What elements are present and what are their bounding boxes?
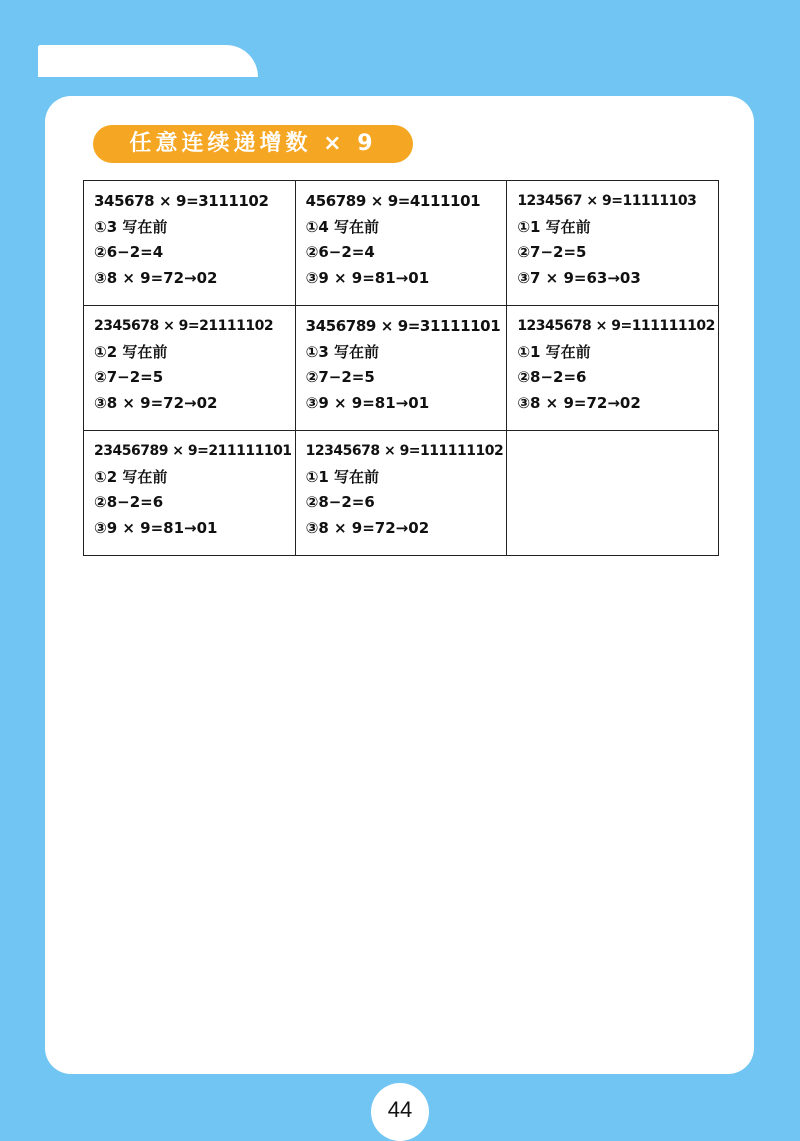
- table-row: [84, 431, 719, 556]
- equation: 23456789 × 9=211111101: [94, 443, 292, 459]
- formula-cell: [84, 306, 296, 431]
- top-tab-decoration: [38, 45, 258, 77]
- table-row: [84, 306, 719, 431]
- step-2: ②7−2=5: [517, 243, 587, 261]
- step-1: ①1 写在前: [305, 467, 380, 486]
- page-card: [45, 96, 754, 1074]
- step-2: ②6−2=4: [305, 243, 375, 261]
- formula-cell: [84, 431, 296, 556]
- step-3: ③9 × 9=81→01: [305, 268, 430, 287]
- formula-cell: [295, 431, 507, 556]
- step-2: ②8−2=6: [517, 368, 587, 386]
- step-2: ②7−2=5: [305, 368, 375, 386]
- page-number: 44: [371, 1083, 429, 1141]
- equation: 3456789 × 9=31111101: [305, 317, 501, 335]
- step-2: ②7−2=5: [94, 368, 164, 386]
- formula-table: [83, 180, 719, 556]
- step-2: ②6−2=4: [94, 243, 164, 261]
- step-3: ③9 × 9=81→01: [305, 393, 430, 412]
- empty-cell: [507, 431, 719, 556]
- step-1: ①1 写在前: [517, 342, 591, 361]
- step-3: ③8 × 9=72→02: [517, 393, 641, 412]
- formula-cell: [295, 181, 507, 306]
- section-title: 任意连续递增数 × 9: [93, 125, 413, 163]
- step-3: ③8 × 9=72→02: [305, 518, 430, 537]
- equation: 2345678 × 9=21111102: [94, 318, 274, 334]
- step-3: ③8 × 9=72→02: [94, 268, 218, 287]
- step-1: ①1 写在前: [517, 217, 591, 236]
- formula-cell: [507, 181, 719, 306]
- equation: 1234567 × 9=11111103: [517, 193, 697, 209]
- step-1: ①3 写在前: [305, 342, 380, 361]
- step-1: ①2 写在前: [94, 342, 168, 361]
- equation: 12345678 × 9=111111102: [517, 318, 715, 334]
- step-1: ①3 写在前: [94, 217, 168, 236]
- step-1: ①4 写在前: [305, 217, 380, 236]
- formula-cell: [84, 181, 296, 306]
- step-3: ③7 × 9=63→03: [517, 268, 641, 287]
- formula-cell: [295, 306, 507, 431]
- step-3: ③8 × 9=72→02: [94, 393, 218, 412]
- formula-cell: [507, 306, 719, 431]
- step-2: ②8−2=6: [94, 493, 164, 511]
- step-3: ③9 × 9=81→01: [94, 518, 218, 537]
- equation: 456789 × 9=4111101: [305, 192, 481, 210]
- step-2: ②8−2=6: [305, 493, 375, 511]
- table-row: [84, 181, 719, 306]
- equation: 12345678 × 9=111111102: [305, 443, 504, 459]
- step-1: ①2 写在前: [94, 467, 168, 486]
- equation: 345678 × 9=3111102: [94, 192, 269, 210]
